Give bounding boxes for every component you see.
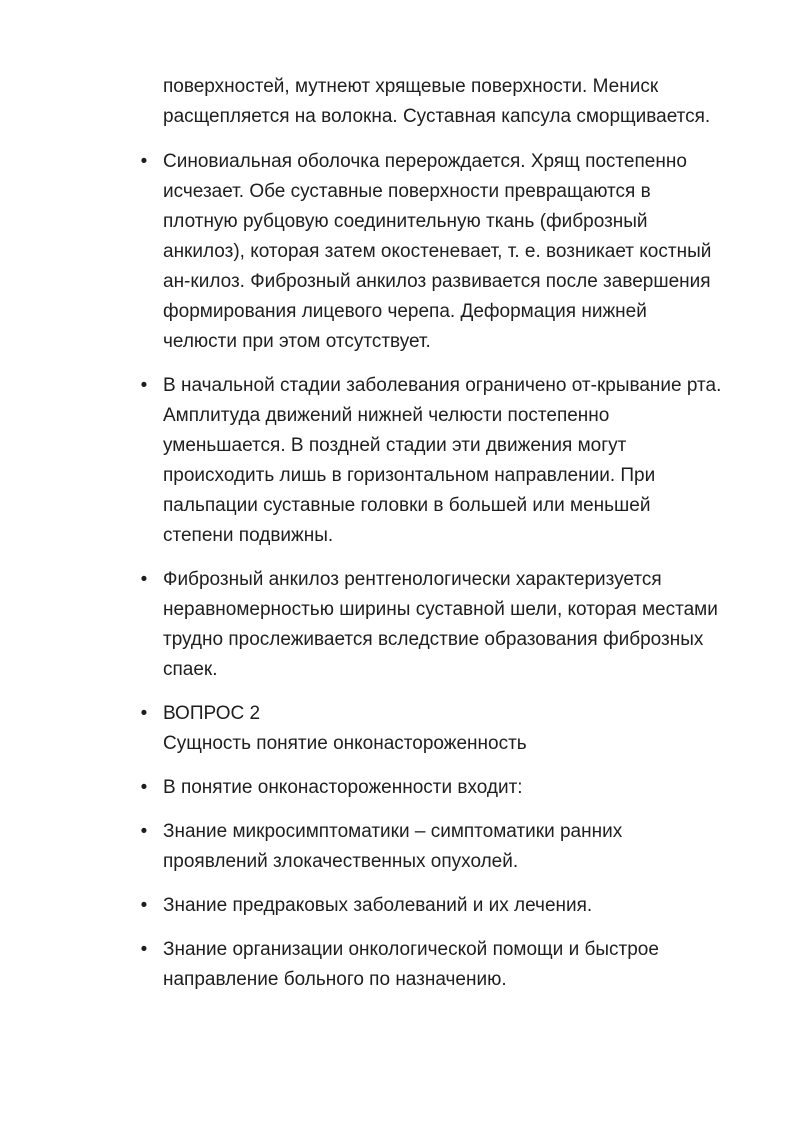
list-item xyxy=(140,371,753,551)
bullet-marker: • xyxy=(140,703,148,724)
list-item-line: В понятие онконастороженности входит: xyxy=(163,777,523,798)
list-item xyxy=(140,565,753,685)
list-item xyxy=(140,817,753,877)
bullet-list xyxy=(140,147,753,995)
list-item-line: проявлений злокачественных опухолей. xyxy=(163,851,519,872)
list-item-line: степени подвижны. xyxy=(163,525,334,546)
question-heading: ВОПРОС 2 xyxy=(163,703,261,724)
list-item-line: анкилоз), которая затем окостеневает, т. е. возникает костный xyxy=(163,241,712,262)
list-item-line: происходить лишь в горизонтальном направлении. При xyxy=(163,465,656,486)
bullet-marker: • xyxy=(140,939,148,960)
list-item-line: Амплитуда движений нижней челюсти постепенно xyxy=(163,405,610,426)
list-item-line: плотную рубцовую соединительную ткань (фиброзный xyxy=(163,211,648,232)
list-item-line: пальпации суставные головки в большей или меньшей xyxy=(163,495,651,516)
list-item xyxy=(140,891,753,921)
list-item xyxy=(140,147,753,357)
list-item-line: неравномерностью ширины суставной шели, которая местами xyxy=(163,599,718,620)
bullet-marker: • xyxy=(140,569,148,590)
list-item xyxy=(140,699,753,759)
list-item xyxy=(140,935,753,995)
bullet-marker: • xyxy=(140,821,148,842)
list-item xyxy=(140,773,753,803)
list-item-line: формирования лицевого черепа. Деформация нижней xyxy=(163,301,647,322)
list-item-line: Знание организации онкологической помощи и быстрое xyxy=(163,939,659,960)
question-title: Сущность понятие онконастороженность xyxy=(163,733,527,754)
bullet-marker: • xyxy=(140,895,148,916)
list-item-line: трудно прослеживается вследствие образования фиброзных xyxy=(163,629,704,650)
bullet-marker: • xyxy=(140,375,148,396)
list-item-line: челюсти при этом отсутствует. xyxy=(163,331,431,352)
intro-line: расщепляется на волокна. Суставная капсула сморщивается. xyxy=(163,106,711,127)
bullet-marker: • xyxy=(140,777,148,798)
document-content xyxy=(140,72,753,1009)
list-item-line: Знание предраковых заболеваний и их лечения. xyxy=(163,895,593,916)
list-item-line: направление больного по назначению. xyxy=(163,969,507,990)
list-item-line: исчезает. Обе суставные поверхности превращаются в xyxy=(163,181,651,202)
intro-paragraph xyxy=(163,72,753,132)
list-item-line: Синовиальная оболочка перерождается. Хрящ постепенно xyxy=(163,151,687,172)
list-item-line: уменьшается. В поздней стадии эти движения могут xyxy=(163,435,627,456)
list-item-line: спаек. xyxy=(163,659,218,680)
intro-line: поверхностей, мутнеют хрящевые поверхности. Мениск xyxy=(163,76,659,97)
list-item-line: Знание микросимптоматики – симптоматики ранних xyxy=(163,821,623,842)
list-item-line: Фиброзный анкилоз рентгенологически характеризуется xyxy=(163,569,662,590)
list-item-line: В начальной стадии заболевания ограничено от-крывание рта. xyxy=(163,375,722,396)
bullet-marker: • xyxy=(140,151,148,172)
list-item-line: ан-килоз. Фиброзный анкилоз развивается после завершения xyxy=(163,271,711,292)
